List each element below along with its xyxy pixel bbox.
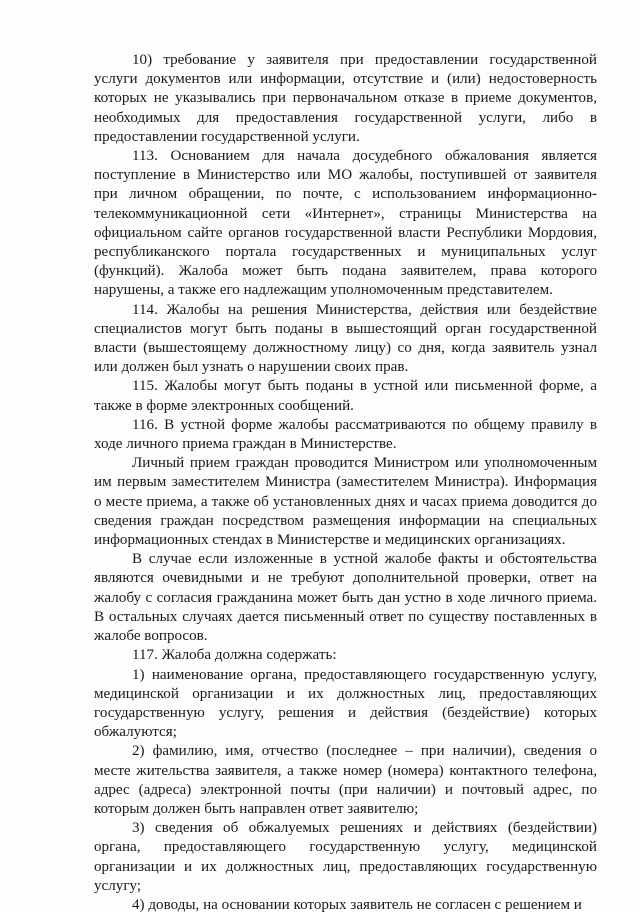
paragraph-item-2: 2) фамилию, имя, отчество (последнее – при наличии), сведения о месте жительства заявителя, а также номер (номера) контактного телефона, адрес (адреса) электронной почты (при наличии) и почтовый адрес, по которым должен быть направлен ответ заявителю; [94,743,597,817]
paragraph-oral-complaint: В случае если изложенные в устной жалобе факты и обстоятельства являются очевидными и не требуют дополнительной проверки, ответ на жалобу с согласия гражданина может быть дан устно в ходе личного приема. В остальных случаях дается письменный ответ по существу поставленных в жалобе вопросов. [94,551,597,645]
paragraph-item-4: 4) доводы, на основании которых заявитель не согласен с решением и [132,896,582,913]
paragraph-item-1: 1) наименование органа, предоставляющего государственную услугу, медицинской организации и их должностных лиц, предоставляющих государственную услугу, решения и действия (бездействие) которых обжалуются; [94,666,597,741]
paragraph-113: 113. Основанием для начала досудебного обжалования является поступление в Министерство или МО жалобы, поступившей от заявителя при личном обращении, по почте, с использованием информационно-телекоммуникационной сети «Интернет», страницы Министерства на официальном сайте органов государственной власти Республики Мордовия, республиканского портала государственных и муниципальных услуг (функций). Жалоба может быть подана заявителем, права которого нарушены, а также его надлежащим уполномоченным представителем. [94,148,597,299]
paragraph-115: 115. Жалобы могут быть поданы в устной или письменной форме, а также в форме электронных сообщений. [94,378,597,414]
paragraph-item-10: 10) требование у заявителя при предоставлении государственной услуги документов или информации, отсутствие и (или) недостоверность которых не указывались при первоначальном отказе в приеме документов, необходимых для предоставления государственной услуги, либо в предоставлении государственной услуги. [94,52,597,145]
paragraph-116: 116. В устной форме жалобы рассматриваются по общему правилу в ходе личного приема граждан в Министерстве. [94,416,597,453]
document-body [94,51,597,915]
paragraph-114: 114. Жалобы на решения Министерства, действия или бездействие специалистов могут быть поданы в вышестоящий орган государственной власти (вышестоящему должностному лицу) со дня, когда заявитель узнал или должен был узнать о нарушении своих прав. [94,301,597,376]
paragraph-personal-reception: Личный прием граждан проводится Министром или уполномоченным им первым заместителем Министра (заместителем Министра). Информация о месте приема, а также об установленных днях и часах приема доводится до сведения граждан посредством размещения информации на специальных информационных стендах в Министерстве и медицинских организациях. [94,455,597,549]
paragraph-117: 117. Жалоба должна содержать: [132,647,337,664]
paragraph-item-3: 3) сведения об обжалуемых решениях и действиях (бездействии) органа, предоставляющего государственную услугу, медицинской организации и их должностных лиц, предоставляющих государственную услугу; [94,820,597,894]
